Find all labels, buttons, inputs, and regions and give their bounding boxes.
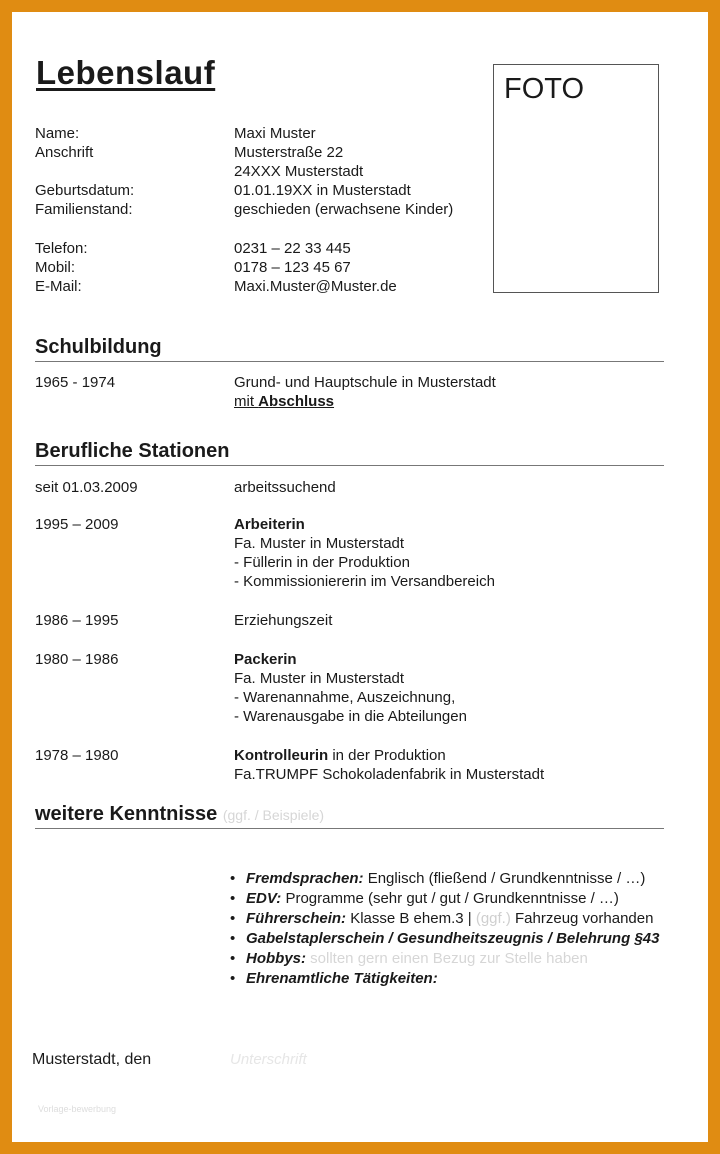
value-phone: 0231 – 22 33 445 [234,240,351,257]
photo-label: FOTO [504,73,585,105]
value-name: Maxi Muster [234,125,316,142]
job-line: Fa.TRUMPF Schokoladenfabrik in Musterstadt [234,766,545,783]
school-name: Grund- und Hauptschule in Musterstadt [234,374,496,391]
value-marital-status: geschieden (erwachsene Kinder) [234,201,454,218]
job-date: 1995 – 2009 [35,516,119,533]
label-birthdate: Geburtsdatum: [35,182,135,199]
cv-page [12,12,708,1142]
footer-watermark: Vorlage-bewerbung [38,1104,117,1114]
skill-item: • Führerschein: Klasse B ehem.3 | (ggf.) Fahrzeug vorhanden [230,910,654,927]
job-line: Fa. Muster in Musterstadt [234,670,405,687]
section-heading-skills: weitere Kenntnisse (ggf. / Beispiele) [35,803,664,829]
job-line: - Füllerin in der Produktion [234,554,410,571]
job-date: 1980 – 1986 [35,651,119,668]
job-date: seit 01.03.2009 [35,479,138,496]
skill-item: • Fremdsprachen: Englisch (fließend / Grundkenntnisse / …) [230,870,646,887]
job-date: 1978 – 1980 [35,747,119,764]
value-city: 24XXX Musterstadt [234,163,364,180]
value-street: Musterstraße 22 [234,144,344,161]
section-heading-school: Schulbildung [35,336,664,362]
label-email: E-Mail: [35,278,82,295]
job-title: Packerin [234,651,297,668]
job-title-line: Kontrolleurin in der Produktion [234,747,446,764]
value-birthdate: 01.01.19XX in Musterstadt [234,182,411,199]
section-heading-jobs: Berufliche Stationen [35,440,664,466]
school-date: 1965 - 1974 [35,374,116,391]
job-line: Fa. Muster in Musterstadt [234,535,405,552]
label-address: Anschrift [35,144,94,161]
job-line: - Warenannahme, Auszeichnung, [234,689,456,706]
label-marital-status: Familienstand: [35,201,133,218]
label-name: Name: [35,125,80,142]
signature-placeholder: Unterschrift [230,1051,307,1068]
skill-item: • EDV: Programme (sehr gut / gut / Grundkenntnisse / …) [230,890,619,907]
skills-heading-note: (ggf. / Beispiele) [222,807,325,823]
skill-item: • Hobbys: sollten gern einen Bezug zur Stelle haben [230,950,588,967]
job-text: arbeitssuchend [234,479,336,496]
label-mobile: Mobil: [35,259,76,276]
skill-item: • Gabelstaplerschein / Gesundheitszeugnis / Belehrung §43 [230,930,660,947]
skill-item: • Ehrenamtliche Tätigkeiten: [230,970,438,987]
page-title: Lebenslauf [36,54,216,91]
job-title: Arbeiterin [234,516,305,533]
job-line: - Kommissioniererin im Versandbereich [234,573,495,590]
value-mobile: 0178 – 123 45 67 [234,259,351,276]
photo-placeholder [493,64,659,293]
school-degree: mit Abschluss [234,393,335,410]
label-phone: Telefon: [35,240,88,257]
job-date: 1986 – 1995 [35,612,119,629]
job-line: - Warenausgabe in die Abteilungen [234,708,467,725]
value-email: Maxi.Muster@Muster.de [234,278,397,295]
signature-place-date: Musterstadt, den [32,1051,152,1068]
job-text: Erziehungszeit [234,612,333,629]
